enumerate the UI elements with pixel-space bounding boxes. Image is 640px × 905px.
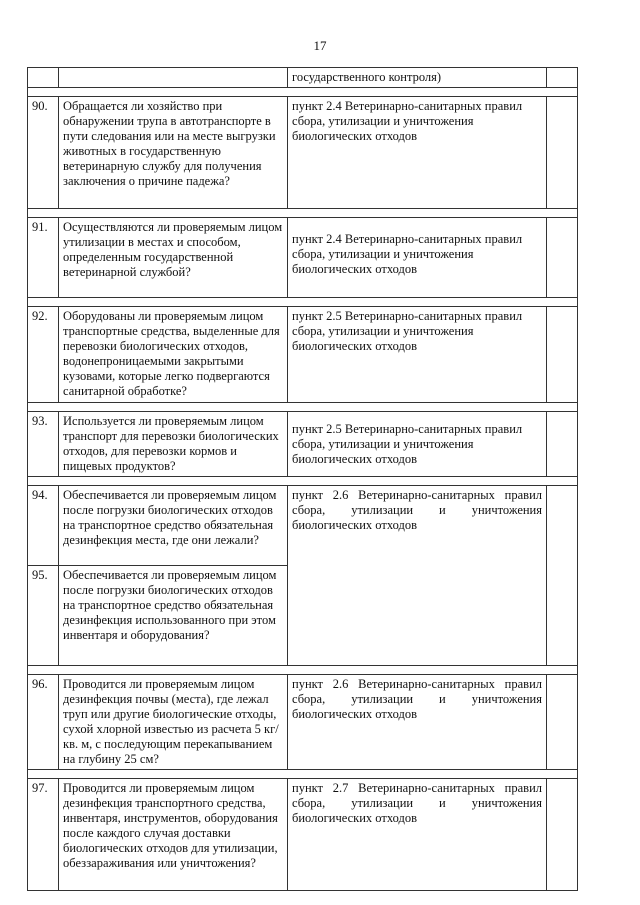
reference-text: пункт 2.5 Ветеринарно-санитарных правил сбора, утилизации и уничтожения биологических отходов [288,307,547,403]
question-text: Используется ли проверяемым лицом транспорт для перевозки биологических отходов, для перевозки кормов и пищевых продуктов? [59,412,288,477]
question-text: Обеспечивается ли проверяемым лицом после погрузки биологических отходов на транспортное средство обязательная дезинфекция места, где они лежали? [59,486,288,566]
table-row [28,68,578,88]
empty-cell [547,307,578,403]
number-cell [28,68,59,88]
table-row [28,218,578,298]
table-row [28,307,578,403]
empty-cell [547,779,578,891]
table-row [28,97,578,209]
question-text: Оборудованы ли проверяемым лицом транспортные средства, выделенные для перевозки биологических отходов, водонепроницаемыми закрытыми кузовами, которые легко подвергаются санитарной обработке? [59,307,288,403]
empty-cell [547,218,578,298]
reference-text: пункт 2.7 Ветеринарно-санитарных правил сбора, утилизации и уничтожения биологических отходов [288,779,547,891]
reference-text: пункт 2.4 Ветеринарно-санитарных правил сбора, утилизации и уничтожения биологических отходов [288,97,547,209]
empty-cell [547,412,578,477]
row-number: 95. [28,566,59,666]
question-text: Осуществляются ли проверяемым лицом утилизации в местах и способом, определенным государственной ветеринарной службой? [59,218,288,298]
empty-cell [547,97,578,209]
table-row [28,675,578,770]
checklist-table [27,67,578,891]
reference-cell: государственного контроля) [288,68,547,88]
row-number: 91. [28,218,59,298]
question-text: Проводится ли проверяемым лицом дезинфекция почвы (места), где лежал труп или другие биологические отходы, сухой хлорной известью из расчета 5 кг/кв. м, с последующим перекапыванием на глубину 25 см? [59,675,288,770]
row-number: 90. [28,97,59,209]
row-number: 97. [28,779,59,891]
table-row [28,486,578,566]
reference-text: пункт 2.6 Ветеринарно-санитарных правил сбора, утилизации и уничтожения биологических отходов [288,675,547,770]
question-text: Проводится ли проверяемым лицом дезинфекция транспортного средства, инвентаря, инструментов, оборудования после каждого случая доставки биологических отходов для утилизации, обеззараживания или уничтожения? [59,779,288,891]
empty-cell [547,68,578,88]
question-cell [59,68,288,88]
table-row [28,412,578,477]
table-row [28,779,578,891]
row-number: 96. [28,675,59,770]
reference-text: пункт 2.4 Ветеринарно-санитарных правил сбора, утилизации и уничтожения биологических отходов [288,218,547,298]
empty-cell [547,486,578,666]
page-number: 17 [313,38,327,53]
row-number: 93. [28,412,59,477]
reference-text: пункт 2.6 Ветеринарно-санитарных правил сбора, утилизации и уничтожения биологических отходов [288,486,547,666]
reference-text: пункт 2.5 Ветеринарно-санитарных правил сбора, утилизации и уничтожения биологических отходов [288,412,547,477]
question-text: Обращается ли хозяйство при обнаружении трупа в автотранспорте в пути следования или на месте выгрузки животных в государственную ветеринарную службу для получения заключения о причине падежа? [59,97,288,209]
empty-cell [547,675,578,770]
question-text: Обеспечивается ли проверяемым лицом после погрузки биологических отходов на транспортное средство обязательная дезинфекция использованного при этом инвентаря и оборудования? [59,566,288,666]
row-number: 94. [28,486,59,566]
row-number: 92. [28,307,59,403]
